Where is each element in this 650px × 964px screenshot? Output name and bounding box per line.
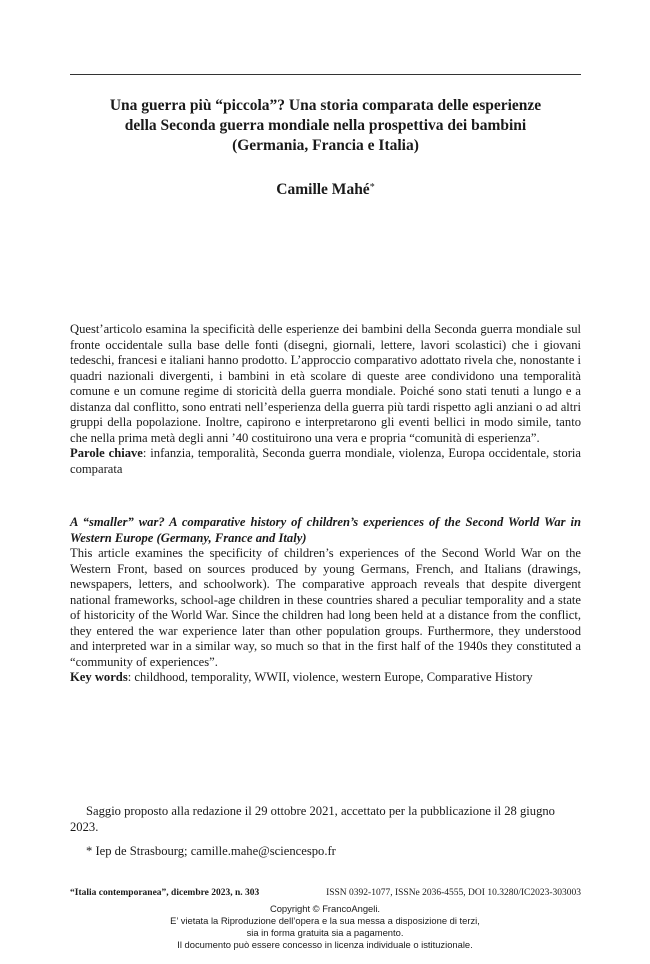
copyright-line-4: Il documento può essere concesso in licenza individuale o istituzionale. xyxy=(177,939,473,950)
title-line-1: Una guerra più “piccola”? Una storia comparata delle esperienze xyxy=(109,97,542,114)
abstract-english-text: This article examines the specificity of children’s experiences of the Second World War on the Western Front, based on sources produced by young Germans, French, and Italians (drawings, newspapers, letters, and schoolwork). The comparative approach reveals that despite divergent national frameworks, school-age children in these countries shared a peculiar temporality and a state of historicity of the World War. Since the children had long been held at a distance from the conflict, they entered the war experience later than other population groups. Furthermore, they understood and interpreted war in a similar way, so much so that in the first half of the 1940s they constituted a “community of experiences”. xyxy=(70,546,581,669)
journal-identifiers: ISSN 0392-1077, ISSNe 2036-4555, DOI 10.3280/IC2023-303003 xyxy=(326,888,581,898)
copyright-line-2: E’ vietata la Riproduzione dell’opera e la sua messa a disposizione di terzi, xyxy=(170,915,480,926)
article-title xyxy=(70,96,581,156)
keywords-english-label: Key words xyxy=(70,670,128,684)
title-line-2: della Seconda guerra mondiale nella prospettiva dei bambini xyxy=(124,117,527,134)
author-footnote-mark: * xyxy=(369,182,375,193)
english-title: A “smaller” war? A comparative history of children’s experiences of the Second World War in Western Europe (Germany, France and Italy) xyxy=(70,515,581,545)
copyright-line-1: Copyright © FrancoAngeli. xyxy=(269,903,381,914)
footnotes xyxy=(70,804,581,860)
abstract-italian-text: Quest’articolo esamina la specificità delle esperienze dei bambini della Seconda guerra mondiale sul fronte occidentale sulla base delle fonti (disegni, giornali, lettere, lavori scolastici) che i giovani tedeschi, francesi e italiani hanno prodotto. L’approccio comparativo adottato rivela che, nonostante i quadri nazionali divergenti, i bambini in età scolare di queste aree condividono una temporalità comune e un comune regime di storicità della guerra mondiale. Poiché sono stati tenuti a lungo e a distanza dal conflitto, sono entrati nell’esperienza della guerra più tardi rispetto agli anziani o ad altri gruppi della popolazione. Inoltre, capirono e interpretarono gli eventi bellici in modo simile, tanto che nella prima metà degli anni ’40 costituirono una vera e propria “comunità di esperienza”. xyxy=(70,322,581,445)
top-rule xyxy=(70,74,581,75)
title-line-3: (Germania, Francia e Italia) xyxy=(232,137,419,154)
author-name: Camille Mahé xyxy=(276,181,370,198)
abstract-italian xyxy=(70,322,581,477)
keywords-italian xyxy=(70,446,581,477)
affiliation-note: * Iep de Strasbourg; camille.mahe@sciencespo.fr xyxy=(86,844,336,858)
keywords-english-list: : childhood, temporality, WWII, violence, western Europe, Comparative History xyxy=(127,670,533,684)
copyright-notice xyxy=(0,903,650,951)
abstract-english xyxy=(70,515,581,686)
keywords-italian-list: : infanzia, temporalità, Seconda guerra mondiale, violenza, Europa occidentale, storia comparata xyxy=(70,446,581,476)
keywords-italian-label: Parole chiave xyxy=(70,446,143,460)
journal-footer xyxy=(70,887,581,899)
journal-citation: “Italia contemporanea”, dicembre 2023, n. 303 xyxy=(70,888,260,898)
submission-note: Saggio proposto alla redazione il 29 ottobre 2021, accettato per la pubblicazione il 28 giugno 2023. xyxy=(70,804,555,834)
copyright-line-3: sia in forma gratuita sia a pagamento. xyxy=(246,927,404,938)
keywords-english xyxy=(70,670,581,686)
author xyxy=(70,178,581,200)
